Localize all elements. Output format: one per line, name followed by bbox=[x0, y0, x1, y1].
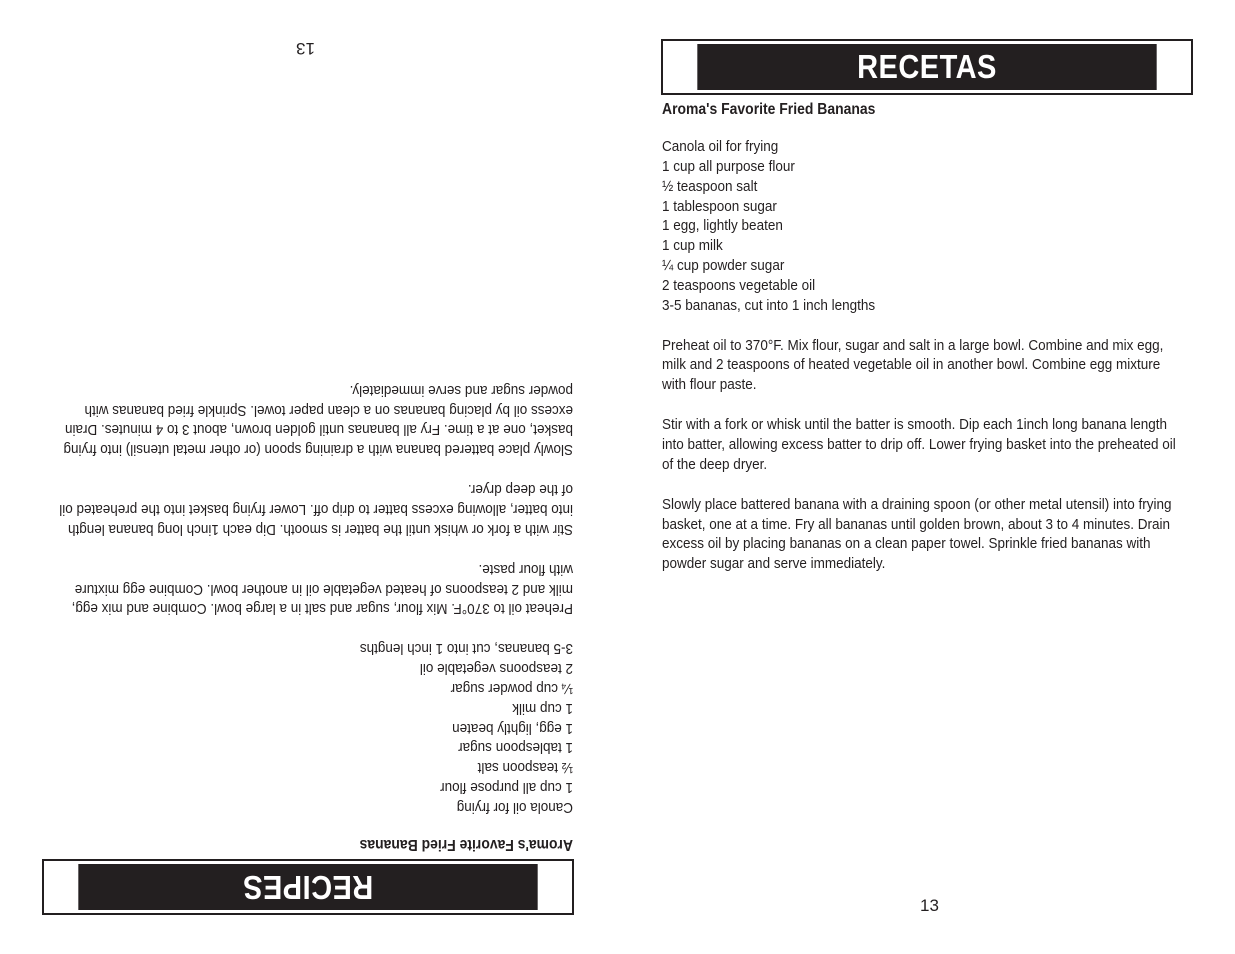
ingredient-item: ¼ cup powder sugar bbox=[450, 679, 573, 697]
ingredient-item: 3-5 bananas, cut into 1 inch lengths bbox=[662, 296, 876, 314]
ingredient-item: Canola oil for frying bbox=[456, 799, 573, 816]
ingredient-item: ¼ cup powder sugar bbox=[662, 257, 785, 275]
page-number: 13 bbox=[920, 896, 939, 915]
ingredient-item: 1 tablespoon sugar bbox=[662, 197, 777, 215]
recipe-title: Aroma's Favorite Fried Bananas bbox=[662, 101, 876, 118]
right-page bbox=[618, 0, 1235, 954]
page-title-banner bbox=[42, 859, 574, 915]
direction-paragraph: Stir with a fork or whisk until the batter is smooth. Dip each 1inch long banana length into batter, allowing excess batter to drip off. Lower frying basket into the preheated oil of the deep dryer. bbox=[662, 416, 1176, 473]
ingredient-item: 1 cup milk bbox=[512, 699, 573, 717]
recipe-content bbox=[53, 360, 573, 855]
ingredient-item: 2 teaspoons vegetable oil bbox=[419, 660, 573, 678]
direction-paragraph: Slowly place battered banana with a draining spoon (or other metal utensil) into frying basket, one at a time. Fry all bananas until golden brown, about 3 to 4 minutes. Drain excess oil by placing bananas on a clean paper towel. Sprinkle fried bananas with powder sugar and serve immediately. bbox=[662, 495, 1172, 573]
ingredient-item: 1 egg, lightly beaten bbox=[662, 217, 783, 235]
ingredient-item: 2 teaspoons vegetable oil bbox=[662, 276, 816, 294]
direction-paragraph: Preheat oil to 370°F. Mix flour, sugar and salt in a large bowl. Combine and mix egg, milk and 2 teaspoons of heated vegetable oil in another bowl. Combine egg mixture with flour paste. bbox=[71, 560, 573, 618]
direction-paragraph: Slowly place battered banana with a draining spoon (or other metal utensil) into frying basket, one at a time. Fry all bananas until golden brown, about 3 to 4 minutes. Drain excess oil by placing bananas on a clean paper towel. Sprinkle fried bananas with powder sugar and serve immediately. bbox=[63, 381, 573, 459]
ingredient-item: 1 cup all purpose flour bbox=[662, 157, 795, 175]
recipe-content bbox=[662, 99, 1182, 594]
ingredient-item: Canola oil for frying bbox=[662, 138, 779, 155]
direction-paragraph: Stir with a fork or whisk until the batter is smooth. Dip each 1inch long banana length into batter, allowing excess batter to drip off. Lower frying basket into the preheated oil of the deep dryer. bbox=[59, 481, 573, 538]
ingredient-item: ½ teaspoon salt bbox=[662, 177, 758, 195]
ingredient-list bbox=[53, 638, 573, 817]
ingredient-item: 3-5 bananas, cut into 1 inch lengths bbox=[359, 640, 573, 658]
ingredient-item: 1 cup all purpose flour bbox=[440, 779, 573, 797]
direction-paragraph: Preheat oil to 370°F. Mix flour, sugar and salt in a large bowl. Combine and mix egg, milk and 2 teaspoons of heated vegetable oil in another bowl. Combine egg mixture with flour paste. bbox=[662, 336, 1164, 394]
page-number: 13 bbox=[296, 39, 315, 58]
page-title: RECIPES bbox=[78, 864, 537, 910]
ingredient-item: 1 tablespoon sugar bbox=[458, 739, 573, 757]
page-title: RECETAS bbox=[697, 44, 1156, 90]
recipe-title: Aroma's Favorite Fried Bananas bbox=[359, 836, 573, 853]
ingredient-item: 1 egg, lightly beaten bbox=[452, 719, 573, 737]
ingredient-item: 1 cup milk bbox=[662, 237, 723, 255]
left-page-rotated bbox=[0, 0, 617, 954]
ingredient-item: ½ teaspoon salt bbox=[477, 759, 573, 777]
ingredient-list bbox=[662, 137, 1182, 316]
page-title-banner bbox=[661, 39, 1193, 95]
